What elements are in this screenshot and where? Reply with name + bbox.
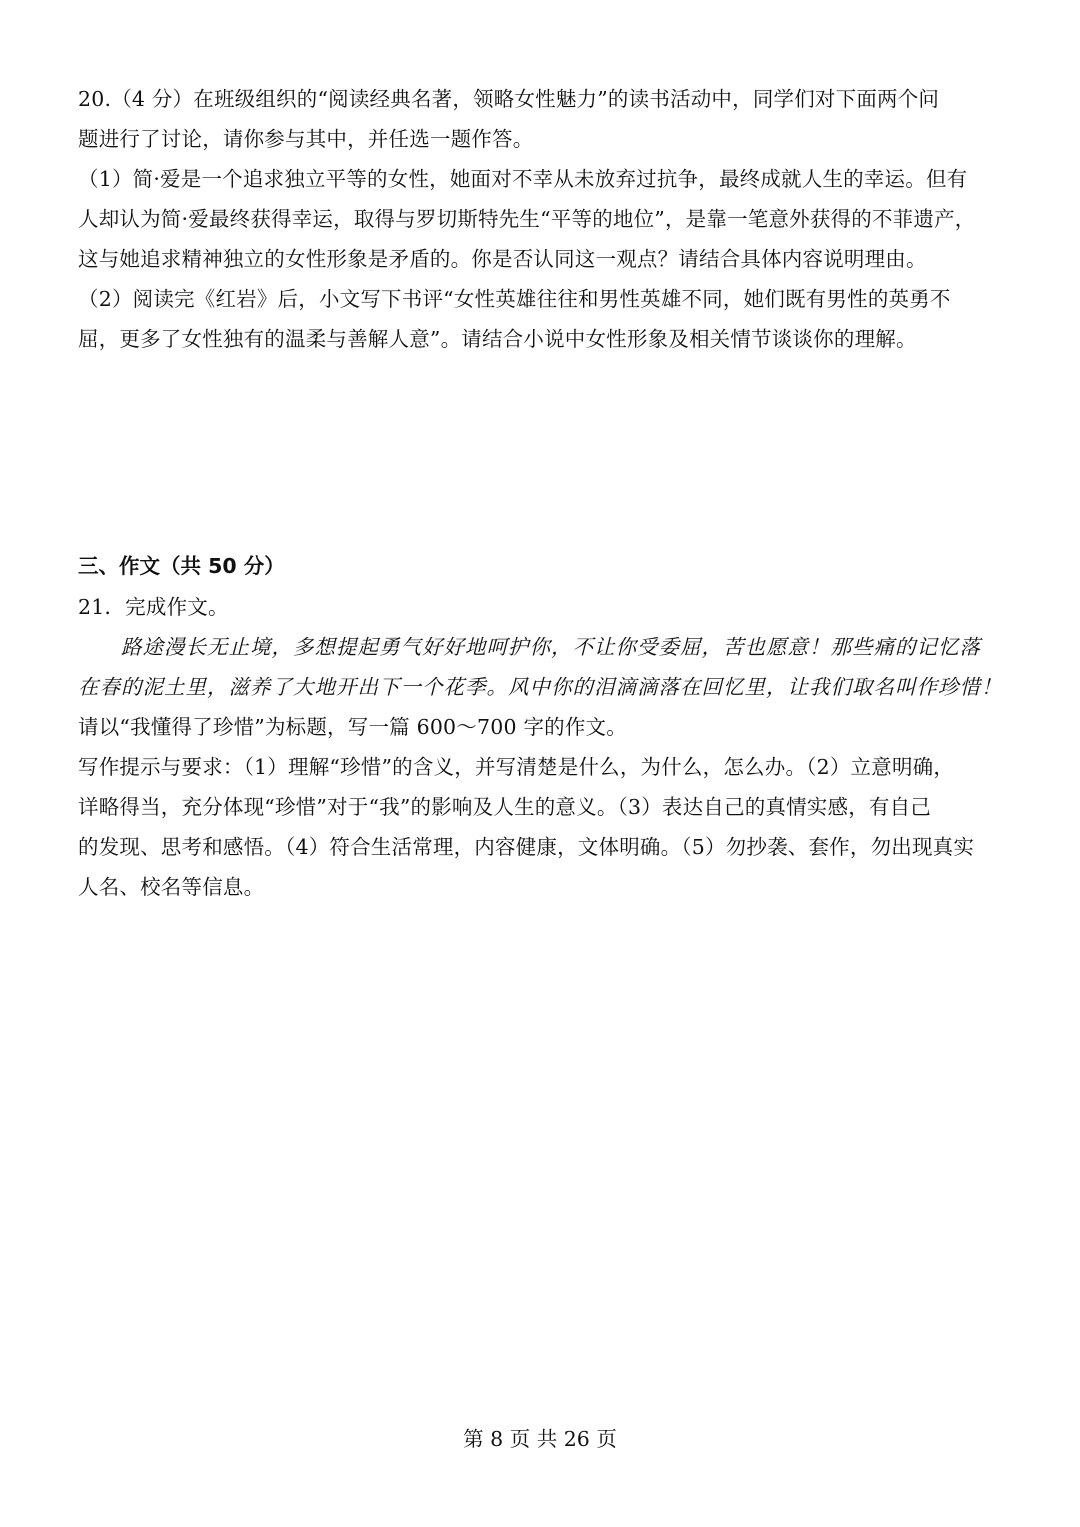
question-21-passage-line: 在春的泥土里，滋养了大地开出下一个花季。风中你的泪滴滴落在回忆里，让我们取名叫作珍惜！ [78,675,1003,699]
question-20-line: 20.（4 分）在班级组织的“阅读经典名著，领略女性魅力”的读书活动中，同学们对下面两个问 [78,87,940,111]
question-20-option-2-line: （2）阅读完《红岩》后，小文写下书评“女性英雄往往和男性英雄不同，她们既有男性的英勇不 [78,287,951,311]
question-21-requirements-line: 详略得当，充分体现“珍惜”对于“我”的影响及人生的意义。（3）表达自己的真情实感，有自己 [78,795,932,819]
question-20-option-2-line: 屈，更多了女性独有的温柔与善解人意”。请结合小说中女性形象及相关情节谈谈你的理解。 [78,327,917,351]
page-number-footer: 第 8 页 共 26 页 [463,1427,617,1451]
section-3-heading: 三、作文（共 50 分） [78,554,285,578]
question-21-requirements-line: 写作提示与要求：（1）理解“珍惜”的含义，并写清楚是什么，为什么，怎么办。（2）立意明确， [78,755,955,779]
question-21-prompt: 请以“我懂得了珍惜”为标题，写一篇 600～700 字的作文。 [78,715,627,739]
question-20 [78,79,1008,359]
question-20-option-1-line: 人却认为简·爱最终获得幸运，取得与罗切斯特先生“平等的地位”，是靠一笔意外获得的不菲遗产， [78,207,976,231]
question-21-requirements-line: 人名、校名等信息。 [78,875,265,899]
question-21-passage-line: 路途漫长无止境，多想提起勇气好好地呵护你，不让你受委屈，苦也愿意！那些痛的记忆落 [78,635,981,659]
question-21 [78,587,1008,907]
question-21-title: 21．完成作文。 [78,595,229,619]
question-20-line: 题进行了讨论，请你参与其中，并任选一题作答。 [78,127,534,151]
question-21-requirements-line: 的发现、思考和感悟。（4）符合生活常理，内容健康，文体明确。（5）勿抄袭、套作，勿出现真实 [78,835,975,859]
question-20-option-1-line: 这与她追求精神独立的女性形象是矛盾的。你是否认同这一观点？请结合具体内容说明理由。 [78,247,927,271]
question-20-option-1-line: （1）简·爱是一个追求独立平等的女性，她面对不幸从未放弃过抗争，最终成就人生的幸运。但有 [78,167,968,191]
